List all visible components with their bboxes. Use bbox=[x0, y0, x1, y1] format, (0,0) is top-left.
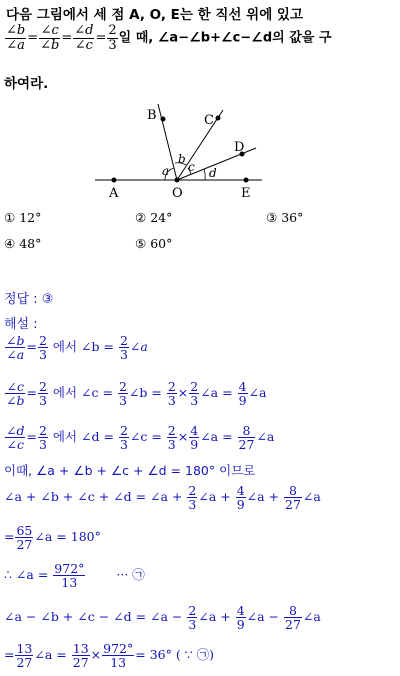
solution-row-1-text: 에서 ∠b = bbox=[52, 339, 114, 355]
reference-mark: ··· ㉠ bbox=[116, 567, 145, 583]
label-B: B bbox=[147, 108, 157, 123]
solution-row-7: ∴ ∠a = $\frac{972^\circ}{13}$ ··· ㉠ bbox=[4, 561, 145, 591]
fraction: $\frac{2}{3}$ bbox=[119, 423, 128, 453]
solution-label: 해설 : bbox=[4, 317, 38, 332]
fraction-b-over-a: $\frac{\angle b}{\angle a}$ bbox=[6, 23, 26, 53]
point-E bbox=[244, 178, 249, 183]
fraction: $\frac{4}{9}$ bbox=[238, 379, 247, 409]
fraction: $\frac{2}{3}$ bbox=[188, 483, 197, 513]
label-angle-a: a bbox=[162, 164, 170, 178]
problem-line-3: 하여라. bbox=[4, 76, 49, 92]
choice-3[interactable] bbox=[266, 210, 303, 225]
fraction: $\frac{13}{27}$ bbox=[16, 641, 33, 671]
solution-row-3: $\frac{\angle d}{\angle c}$ = $\frac{2}{3}$ 에서 ∠d = $\frac{2}{3}$ ∠c = $\frac{2}{3}$ × $\frac{4}{9}$ ∠a = $\frac{8}{27}$ ∠a bbox=[6, 423, 275, 453]
solution-row-4: 이때, ∠a + ∠b + ∠c + ∠d = 180° 이므로 bbox=[4, 463, 256, 478]
solution-row-9: = $\frac{13}{27}$ ∠a = $\frac{13}{27}$ × $\frac{972^\circ}{13}$ = 36° ( ∵ ㉠) bbox=[4, 641, 214, 671]
fraction-c-over-b: $\frac{\angle c}{\angle b}$ bbox=[40, 23, 60, 53]
fraction: $\frac{2}{3}$ bbox=[190, 379, 199, 409]
choice-2-number: ② bbox=[135, 210, 147, 225]
choice-1-number: ① bbox=[4, 210, 16, 225]
fraction: $\frac{2}{3}$ bbox=[188, 603, 197, 633]
label-angle-d: d bbox=[209, 166, 217, 180]
fraction: $\frac{2}{3}$ bbox=[38, 379, 47, 409]
answer-value: ③ bbox=[41, 292, 54, 307]
choice-5-number: ⑤ bbox=[135, 236, 147, 251]
fraction: $\frac{2}{3}$ bbox=[38, 423, 47, 453]
choice-1-value: 12° bbox=[19, 210, 42, 225]
fraction: $\frac{4}{9}$ bbox=[190, 423, 199, 453]
solution-row-1: $\frac{\angle b}{\angle a}$ = $\frac{2}{3}$ 에서 ∠b = $\frac{2}{3}$ ∠a bbox=[6, 333, 148, 363]
point-O bbox=[175, 178, 180, 183]
problem-line-2-tail: 일 때, ∠a−∠b+∠c−∠d의 값을 구 bbox=[118, 30, 332, 46]
label-E: E bbox=[241, 186, 251, 201]
angle-figure bbox=[0, 96, 400, 206]
answer-line bbox=[4, 288, 53, 307]
point-A bbox=[112, 178, 117, 183]
choice-5[interactable] bbox=[135, 236, 172, 251]
fraction: $\frac{\angle d}{\angle c}$ bbox=[6, 423, 25, 453]
fraction: $\frac{2}{3}$ bbox=[119, 333, 128, 363]
problem-condition-line: $\frac{\angle b}{\angle a}$ = $\frac{\angle c}{\angle b}$ = $\frac{\angle d}{\angle c}$ = $\frac{2}{3}$ 일 때, ∠a−∠b+∠c−∠d의 값을 구 bbox=[6, 23, 332, 53]
fraction: $\frac{4}{9}$ bbox=[236, 603, 245, 633]
label-C: C bbox=[204, 113, 214, 128]
label-angle-b: b bbox=[178, 152, 186, 166]
choice-4[interactable] bbox=[4, 236, 41, 251]
fraction: $\frac{972^\circ}{13}$ bbox=[103, 641, 134, 671]
fraction: $\frac{8}{27}$ bbox=[285, 483, 301, 513]
fraction: $\frac{4}{9}$ bbox=[236, 483, 245, 513]
choice-1[interactable] bbox=[4, 210, 41, 225]
fraction: $\frac{65}{27}$ bbox=[16, 523, 33, 553]
choice-2-value: 24° bbox=[150, 210, 173, 225]
choice-5-value: 60° bbox=[150, 236, 173, 251]
label-angle-c: c bbox=[188, 160, 195, 174]
fraction: $\frac{2}{3}$ bbox=[118, 379, 127, 409]
fraction-two-thirds: $\frac{2}{3}$ bbox=[108, 23, 117, 53]
choice-3-value: 36° bbox=[281, 210, 304, 225]
point-C bbox=[216, 116, 221, 121]
solution-row-5: ∠a + ∠b + ∠c + ∠d = ∠a + $\frac{2}{3}$ ∠a + $\frac{4}{9}$ ∠a + $\frac{8}{27}$ ∠a bbox=[4, 483, 321, 513]
solution-row-8: ∠a − ∠b + ∠c − ∠d = ∠a − $\frac{2}{3}$ ∠a + $\frac{4}{9}$ ∠a − $\frac{8}{27}$ ∠a bbox=[4, 603, 321, 633]
fraction: $\frac{8}{27}$ bbox=[238, 423, 255, 453]
label-O: O bbox=[172, 186, 183, 201]
fraction-d-over-c: $\frac{\angle d}{\angle c}$ bbox=[74, 23, 94, 53]
label-A: A bbox=[109, 186, 119, 201]
problem-line-1: 다음 그림에서 세 점 A, O, E는 한 직선 위에 있고 bbox=[6, 7, 304, 23]
fraction: $\frac{2}{3}$ bbox=[167, 423, 176, 453]
fraction: $\frac{972^\circ}{13}$ bbox=[54, 561, 85, 591]
answer-label: 정답 : bbox=[4, 292, 38, 307]
choice-4-number: ④ bbox=[4, 236, 16, 251]
label-D: D bbox=[234, 140, 245, 155]
fraction: $\frac{8}{27}$ bbox=[285, 603, 301, 633]
choice-2[interactable] bbox=[135, 210, 172, 225]
fraction: $\frac{2}{3}$ bbox=[38, 333, 47, 363]
fraction: $\frac{13}{27}$ bbox=[72, 641, 89, 671]
choice-4-value: 48° bbox=[19, 236, 42, 251]
solution-row-2: $\frac{\angle c}{\angle b}$ = $\frac{2}{3}$ 에서 ∠c = $\frac{2}{3}$ ∠b = $\frac{2}{3}$ × $\frac{2}{3}$ ∠a = $\frac{4}{9}$ ∠a bbox=[6, 379, 267, 409]
point-B bbox=[161, 117, 166, 122]
fraction: $\frac{2}{3}$ bbox=[167, 379, 176, 409]
choice-3-number: ③ bbox=[266, 210, 278, 225]
angle-arc-d bbox=[204, 169, 205, 180]
solution-row-6: = $\frac{65}{27}$ ∠a = 180° bbox=[4, 523, 101, 553]
fraction: $\frac{\angle b}{\angle a}$ bbox=[6, 333, 25, 363]
fraction: $\frac{\angle c}{\angle b}$ bbox=[6, 379, 25, 409]
